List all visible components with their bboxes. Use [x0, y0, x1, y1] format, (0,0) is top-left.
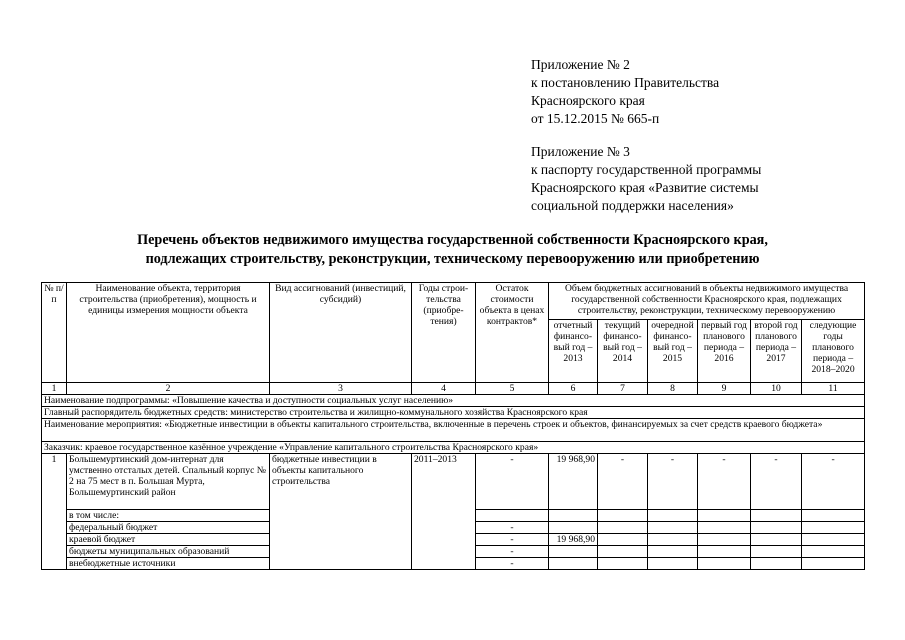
column-number: 4	[412, 383, 476, 395]
customer-row: Заказчик: краевое государственное казённое учреждение «Управление капитального строительства Красноярского края»	[42, 442, 865, 454]
header-num: № п/п	[42, 283, 67, 383]
sub-row-remainder	[476, 510, 549, 522]
sub-row-remainder: -	[476, 558, 549, 570]
sub-row-value-2013	[549, 510, 598, 522]
sub-row-label: федеральный бюджет	[67, 522, 270, 534]
object-value-2015: -	[648, 454, 698, 510]
object-years: 2011–2013	[412, 454, 476, 510]
appendix-2-line: от 15.12.2015 № 665-п	[531, 111, 660, 126]
empty-cell	[648, 558, 698, 570]
subprogram-row: Наименование подпрограммы: «Повышение качества и доступности социальных услуг населению»	[42, 395, 865, 407]
object-num: 1	[42, 454, 67, 510]
empty-cell	[648, 546, 698, 558]
sub-row-value-2013	[549, 522, 598, 534]
empty-cell	[802, 510, 865, 522]
header-year-2015: очередной финансо-вый год – 2015	[648, 320, 698, 383]
empty-cell	[412, 522, 476, 534]
empty-cell	[698, 546, 751, 558]
sub-row-value-2013	[549, 546, 598, 558]
sub-row-label: бюджеты муниципальных образований	[67, 546, 270, 558]
appendix-3-line: Красноярского края «Развитие системы	[531, 180, 759, 195]
empty-cell	[270, 510, 412, 522]
measure-row: Наименование мероприятия: «Бюджетные инвестиции в объекты капитального строительства, включенные в перечень строек и объектов, финансируемых за счет средств краевого бюджета»	[42, 419, 865, 442]
objects-table	[41, 282, 865, 570]
empty-cell	[698, 510, 751, 522]
column-number: 3	[270, 383, 412, 395]
header-allocation-kind: Вид ассигнований (инвестиций, субсидий)	[270, 283, 412, 383]
appendix-2-line: Приложение № 2	[531, 57, 630, 72]
header-year-2014: текущий финансо-вый год – 2014	[598, 320, 648, 383]
empty-cell	[412, 546, 476, 558]
appendix-2-line: Красноярского края	[531, 93, 645, 108]
empty-cell	[598, 534, 648, 546]
column-number: 9	[698, 383, 751, 395]
empty-cell	[648, 534, 698, 546]
empty-cell	[598, 510, 648, 522]
empty-cell	[751, 522, 802, 534]
empty-cell	[802, 546, 865, 558]
sub-row-label: краевой бюджет	[67, 534, 270, 546]
sub-row	[42, 510, 865, 522]
object-name: Большемуртинский дом-интернат для умственно отсталых детей. Спальный корпус № 2 на 75 мест в п. Большая Мурта, Большемуртинский район	[67, 454, 270, 510]
empty-cell	[270, 522, 412, 534]
empty-cell	[802, 534, 865, 546]
sub-row	[42, 546, 865, 558]
empty-cell	[598, 546, 648, 558]
empty-cell	[270, 534, 412, 546]
header-construction-years: Годы строи-тельства (приобре-тения)	[412, 283, 476, 383]
column-number: 6	[549, 383, 598, 395]
empty-cell	[751, 546, 802, 558]
empty-cell	[802, 558, 865, 570]
sub-row-label: внебюджетные источники	[67, 558, 270, 570]
empty-cell	[42, 510, 67, 522]
empty-cell	[412, 510, 476, 522]
document-title	[40, 231, 865, 269]
sub-row	[42, 558, 865, 570]
empty-cell	[42, 558, 67, 570]
empty-cell	[698, 522, 751, 534]
header-years-2018-2020: следующие годы планового периода – 2018–2020	[802, 320, 865, 383]
sub-row	[42, 534, 865, 546]
appendix-3-block	[531, 143, 761, 215]
appendix-2-block	[531, 56, 719, 128]
object-allocation-kind: бюджетные инвестиции в объекты капитального строительства	[270, 454, 412, 510]
column-number: 8	[648, 383, 698, 395]
header-object-name: Наименование объекта, территория строительства (приобретения), мощность и единицы измерения мощности объекта	[67, 283, 270, 383]
empty-cell	[698, 558, 751, 570]
column-number: 1	[42, 383, 67, 395]
object-value-2014: -	[598, 454, 648, 510]
empty-cell	[751, 534, 802, 546]
header-remaining-cost: Остаток стоимости объекта в ценах контрактов*	[476, 283, 549, 383]
header-year-2016: первый год планового периода – 2016	[698, 320, 751, 383]
header-year-2017: второй год планового периода – 2017	[751, 320, 802, 383]
sub-row-remainder: -	[476, 534, 549, 546]
object-value-2018-2020: -	[802, 454, 865, 510]
empty-cell	[751, 558, 802, 570]
column-number: 5	[476, 383, 549, 395]
column-number-row	[42, 383, 865, 395]
sub-row-value-2013	[549, 558, 598, 570]
header-budget-group: Объем бюджетных ассигнований в объекты недвижимого имущества государственной собственности Красноярского края, подлежащих строительству, реконструкции, техническому перевооружению	[549, 283, 865, 320]
object-value-2013: 19 968,90	[549, 454, 598, 510]
empty-cell	[412, 558, 476, 570]
empty-cell	[270, 546, 412, 558]
empty-cell	[42, 522, 67, 534]
empty-cell	[751, 510, 802, 522]
object-value-2017: -	[751, 454, 802, 510]
object-value-2016: -	[698, 454, 751, 510]
empty-cell	[412, 534, 476, 546]
empty-cell	[648, 510, 698, 522]
column-number: 11	[802, 383, 865, 395]
sub-row-remainder: -	[476, 522, 549, 534]
empty-cell	[802, 522, 865, 534]
header-year-2013: отчетный финансо-вый год – 2013	[549, 320, 598, 383]
empty-cell	[42, 546, 67, 558]
sub-row	[42, 522, 865, 534]
empty-cell	[270, 558, 412, 570]
column-number: 7	[598, 383, 648, 395]
empty-cell	[698, 534, 751, 546]
column-number: 10	[751, 383, 802, 395]
sub-row-label: в том числе:	[67, 510, 270, 522]
appendix-2-line: к постановлению Правительства	[531, 75, 720, 90]
empty-cell	[598, 522, 648, 534]
appendix-3-line: Приложение № 3	[531, 144, 630, 159]
budget-manager-row: Главный распорядитель бюджетных средств: министерство строительства и жилищно-коммунального хозяйства Красноярского края	[42, 407, 865, 419]
sub-row-value-2013: 19 968,90	[549, 534, 598, 546]
empty-cell	[42, 534, 67, 546]
empty-cell	[648, 522, 698, 534]
document-title-line-2: подлежащих строительству, реконструкции, техническому перевооружению или приобретению	[145, 251, 760, 267]
appendix-3-line: к паспорту государственной программы	[531, 162, 762, 177]
sub-row-remainder: -	[476, 546, 549, 558]
object-row	[42, 454, 865, 510]
document-title-line-1: Перечень объектов недвижимого имущества государственной собственности Красноярского края,	[137, 232, 768, 248]
column-number: 2	[67, 383, 270, 395]
object-remainder: -	[476, 454, 549, 510]
empty-cell	[598, 558, 648, 570]
appendix-3-line: социальной поддержки населения»	[531, 198, 734, 213]
